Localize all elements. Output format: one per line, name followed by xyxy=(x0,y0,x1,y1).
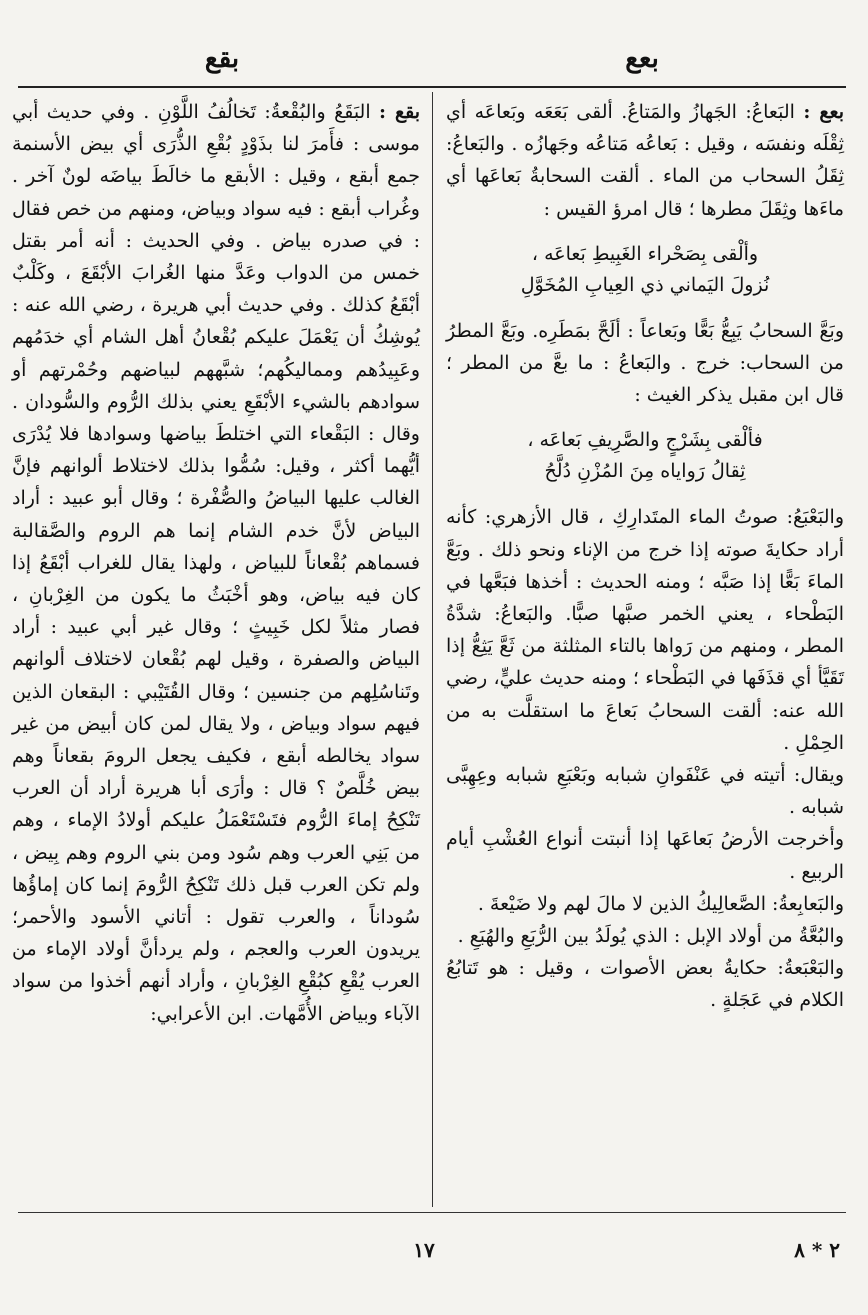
entry-bea-intro xyxy=(446,96,844,225)
bottom-rule xyxy=(18,1212,846,1213)
left-column xyxy=(12,96,420,1030)
entry-paragraph: والبُعَّةُ من أولاد الإبل : الذي يُولَدُ بين الرُّبَعِ والهُبَعِ . xyxy=(457,925,844,948)
entry-paragraph: وبَعَّ السحابُ يَبِعُّ بَعًّا وبَعاعاً : ألَحَّ بمَطَرِه. وبَعَّ المطرُ من السحاب: خرج . والبَعاعُ : ما بعَّ من المطر ؛ قال ابن مقبل يذكر الغيث : xyxy=(446,319,844,407)
verse-line: نُزولَ اليَماني ذي العِيابِ المُخَوَّلِ xyxy=(520,273,770,296)
left-column-header: بقع xyxy=(204,44,240,74)
entry-paragraph: والبَعْبَعُ: صوتُ الماء المتَدارِكِ ، قال الأزهري: كأنه أراد حكايةَ صوته إذا خرج من الإناء ونحو ذلك . وبَعَّ الماءَ بَعًّا إذا صَبَّه ؛ ومنه الحديث : أخذها فبَعَّها في البَطْحاء ، يعني الخمر صبَّها صبًّا. والبَعاعُ: شدَّةُ المطر ، ومنهم من رَواها بالتاء المثلثة من ثَعَّ يَثِعُّ إذا تَقَيَّأ أي قذَفَها في البَطْحاء ؛ ومنه حديث عليٍّ، رضي الله عنه: ألقت السحابُ بَعاعَ ما استقلَّت به من الحِمْلِ . xyxy=(446,506,844,754)
verse-line: وألْقى بِصَحْراء الغَبِيطِ بَعاعَه ، xyxy=(531,242,759,265)
right-column xyxy=(446,96,844,1017)
column-divider xyxy=(432,92,433,1207)
signature-mark: ٢ * ٨ xyxy=(794,1238,840,1262)
verse-line: فألْقى بِشَرْجٍ والصَّرِيفِ بَعاعَه ، xyxy=(527,429,763,452)
entry-paragraph: والبَعْبَعةُ: حكايةُ بعض الأصوات ، وقيل : هو تَتابُعُ الكلام في عَجَلةٍ . xyxy=(446,957,844,1012)
headword-bea: بعع : xyxy=(803,101,844,123)
top-rule xyxy=(18,86,846,88)
entry-baqa xyxy=(12,96,420,1030)
page-number: ١٧ xyxy=(413,1238,435,1262)
entry-text: البَعاعُ: الجَهازُ والمَتاعُ. ألقى بَعَعَه وبَعاعَه أي ثِقْلَه ونفسَه ، وقيل : بَعاعُه مَتاعُه وجَهازُه . والبَعاعُ: ثِقَلُ السحاب من الماء . ألقت السحابةُ بَعاعَها أي ماءَها وثِقَلَ مطرها ؛ قال امرؤ القيس : xyxy=(446,101,844,220)
verse-line: ثِقالُ رَواياه مِنَ المُزْنِ دُلَّحُ xyxy=(544,460,746,483)
entry-paragraph: وأخرجت الأرضُ بَعاعَها إذا أنبتت أنواع العُشْبِ أيام الربيع . xyxy=(446,828,844,883)
verse-imru-al-qays xyxy=(446,239,844,301)
entry-paragraph: ويقال: أتيته في عَنْفَوانِ شبابه وبَعْبَعِ شبابه وعِهِبَّى شبابه . xyxy=(446,764,844,819)
right-column-header: بعع xyxy=(625,44,659,74)
entry-paragraph: والبَعابِعةُ: الصَّعالِيكُ الذين لا مالَ لهم ولا ضَيْعةَ . xyxy=(477,892,844,915)
entry-text: البَقَعُ والبُقْعةُ: تَخالُفُ اللَّوْنِ . وفي حديث أبي موسى : فأَمرَ لنا بذَوْدٍ بُقْعِ الذُّرَى أي بيض الأسنمة جمع أبقع ، وقيل : الأبقع ما خالَطَ بياضَه لونٌ آخر . وغُراب أبقع : فيه سواد وبياض، ومنهم من خص فقال : في صدره بياض . وفي الحديث : أنه أمر بقتل خمس من الدواب وعَدَّ منها الغُرابَ الأبْقَعَ ، وكَلْبٌ أبْقَعُ كذلك . وفي حديث أبي هريرة ، رضي الله عنه : يُوشِكُ أن يَعْمَلَ عليكم بُقْعانُ أهل الشام أي خدَمُهم وعَبِيدُهم ومماليكُهم؛ شبَّههم لبياضهم وحُمْرتهم أو سوادهم بالشيء الأبْقَعِ يعني بذلك الرُّوم والسُّودان . وقال : البَقْعاء التي اختلطَ بياضها وسوادها فلا يُدْرَى أيُّهما أكثر ، وقيل: سُمُّوا بذلك لاختلاط ألوانهم فإنَّ الغالب عليها البياضُ والصُّفْرة ؛ وقال أبو عبيد : أراد البياض لأنَّ خدم الشام إنما هم الروم والصَّقالبة فسماهم بُقْعاناً للبياض ، ولهذا يقال للغراب أبْقَعُ إذا كان فيه بياض، وهو أخْبَثُ ما يكون من الغِرْبانِ ، فصار مثلاً لكل خَبِيثٍ ؛ وقال غير أبي عبيد : أراد البياض والصفرة ، وقيل لهم بُقْعان لاختلاف ألوانهم وتَناسُلِهم من جنسين ؛ وقال القُتَيْبي : البقعان الذين فيهم سواد وبياض ، ولا يقال لمن كان أبيض من غير سواد يخالطه أبقع ، فكيف يجعل الرومَ بقعاناً وهم بيض خُلَّصٌ ؟ قال : وأرَى أبا هريرة أراد أن العرب تَنْكِحُ إماءَ الرُّوم فتَسْتَعْمَلُ عليكم أولادُ الإماء ، وهم من بَنِي العرب وهم سُود ومن بني الروم وهم بِيض ، ولم تكن العرب قبل ذلك تَنْكِحُ الرُّومَ إنما كان إماؤُها سُوداناً ، والعرب تقول : أتاني الأسود والأحمر؛ يريدون العرب والعجم ، ولم يردأنَّ أولاد الإماء من العرب يُقْعِ كبُقْعِ الغِرْبانِ ، وأراد أنهم أخذوا من سواد الآباء وبياض الأُمَّهات. ابن الأعرابي: xyxy=(12,101,420,1025)
verse-ibn-muqbil xyxy=(446,425,844,487)
headword-baqa: بقع : xyxy=(379,101,421,123)
